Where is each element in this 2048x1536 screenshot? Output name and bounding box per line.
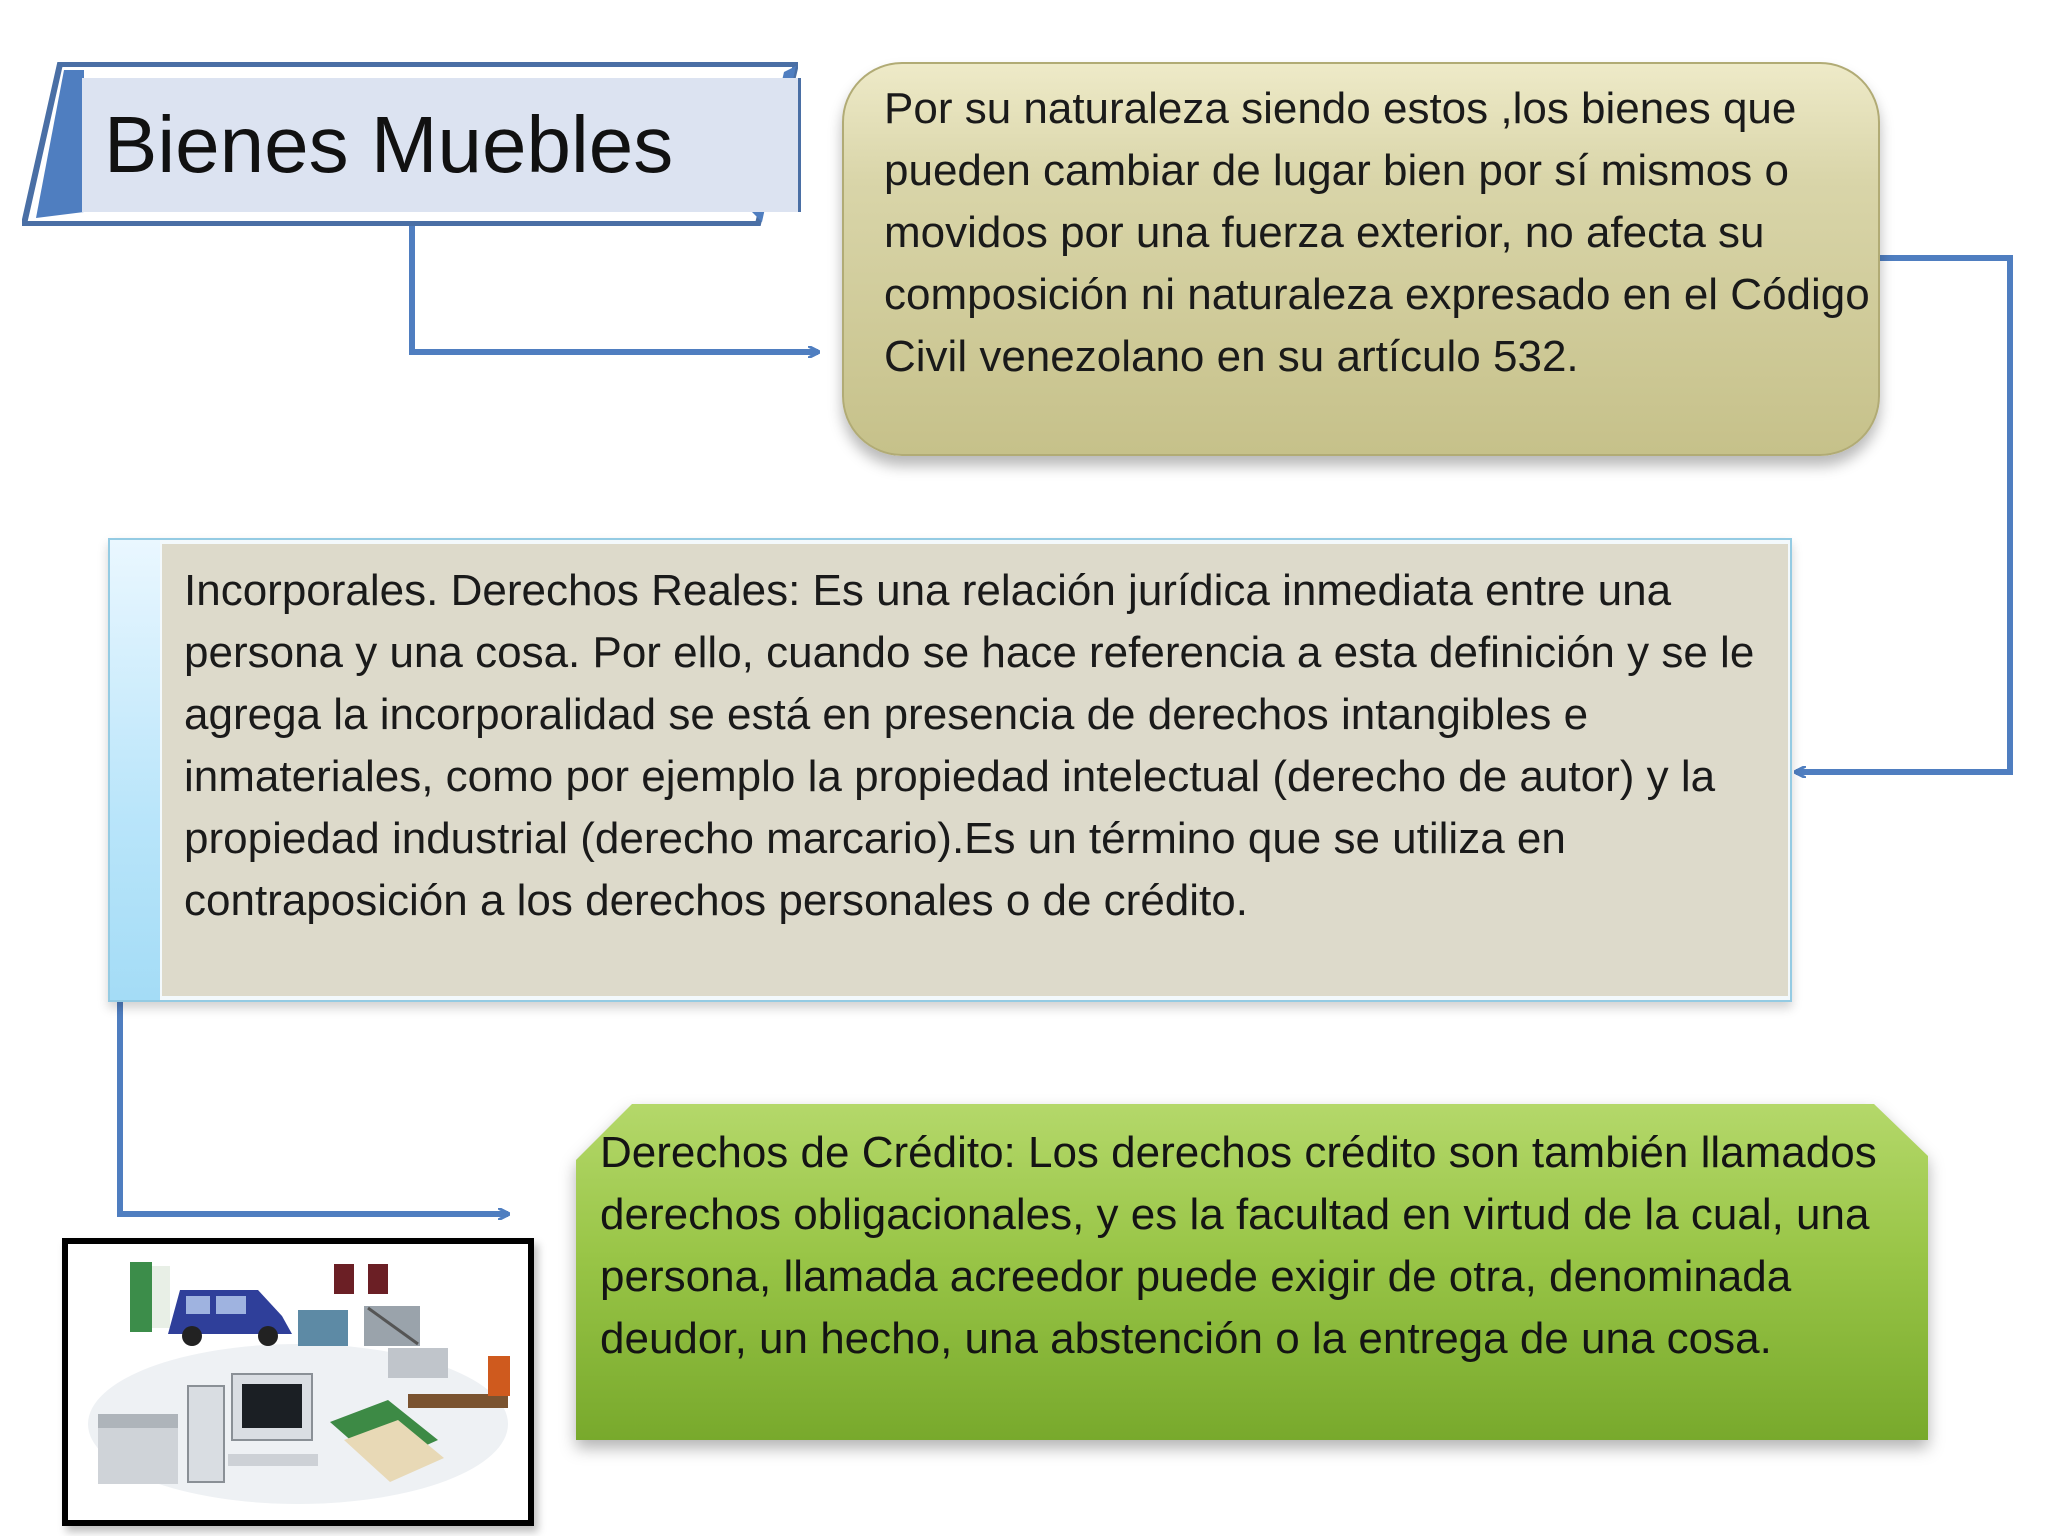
connector-title-to-definition [412,226,818,352]
page-title: Bienes Muebles [104,100,674,189]
definition-box [842,62,1880,456]
incorporales-accent-bar [110,540,160,1000]
incorporales-box [108,538,1792,1002]
credito-text: Derechos de Crédito: Los derechos crédito son también llamados derechos obligacionales, y es la facultad en virtud de la cual, una persona, llamada acreedor puede exigir de otra, denominada deudor, un hecho, una abstención o la entrega de una cosa. [600,1128,1877,1363]
title-banner [22,62,798,226]
movable-goods-collage-icon [68,1244,528,1520]
definition-text: Por su naturaleza siendo estos ,los bienes que pueden cambiar de lugar bien por sí mismos o movidos por una fuerza exterior, no afecta su composición ni naturaleza expresado en el Código Civil venezolano en su artículo 532. [884,84,1870,381]
movable-goods-image [62,1238,534,1526]
connector-incorporales-to-credito [120,992,508,1214]
credito-box [576,1104,1928,1440]
incorporales-text: Incorporales. Derechos Reales: Es una relación jurídica inmediata entre una persona y una cosa. Por ello, cuando se hace referencia a esta definición y se le agrega la incorporalidad se está en presencia de derechos intangibles e inmateriales, como por ejemplo la propiedad intelectual (derecho de autor) y la propiedad industrial (derecho marcario).Es un término que se utiliza en contraposición a los derechos personales o de crédito. [184,566,1755,925]
incorporales-panel [162,544,1788,996]
